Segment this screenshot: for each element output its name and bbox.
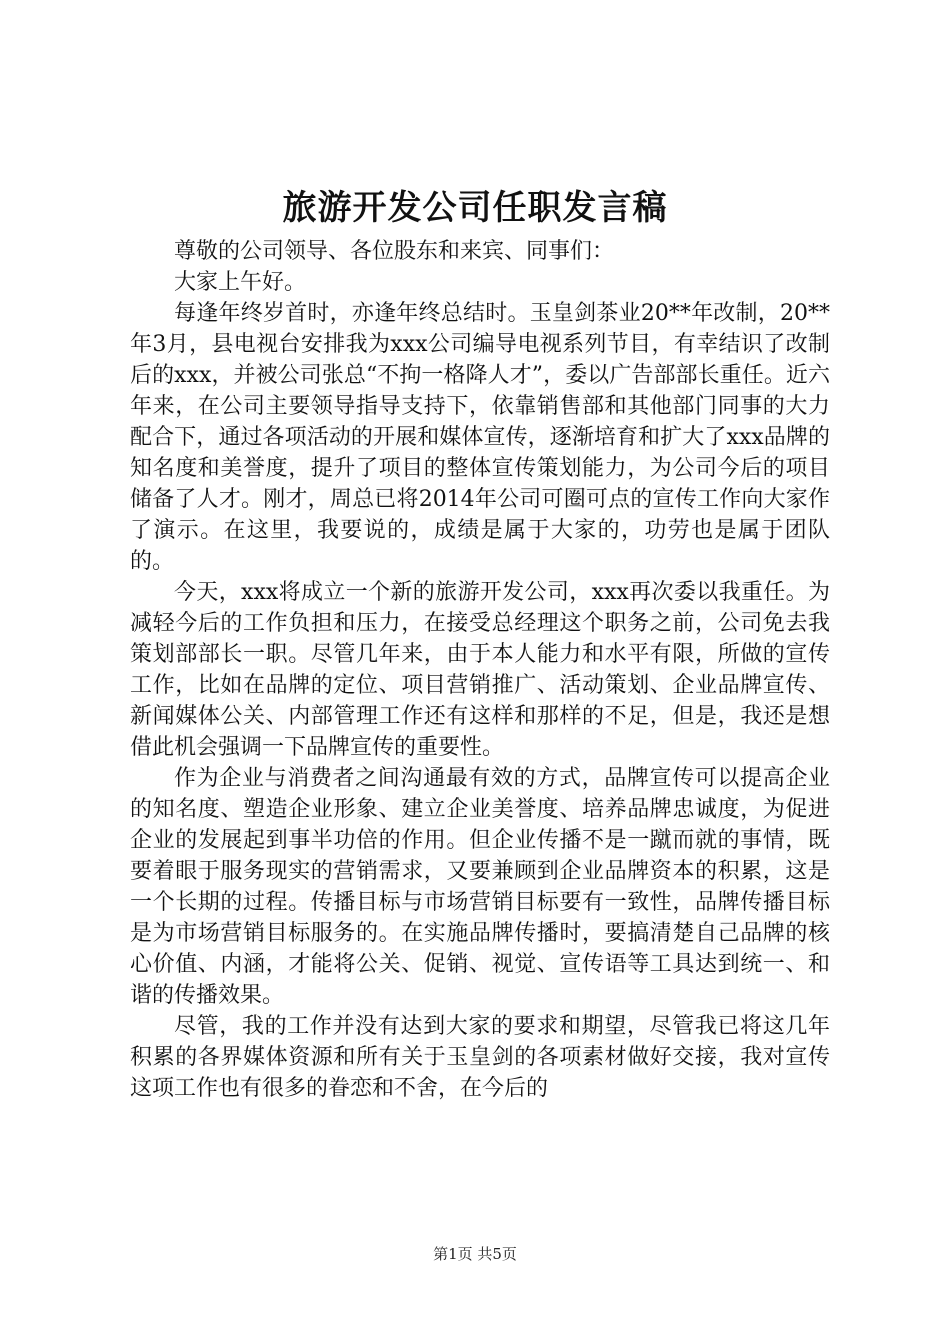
body-paragraph: 今天，xxx将成立一个新的旅游开发公司，xxx再次委以我重任。为减轻今后的工作负担和压力，在接受总经理这个职务之前，公司免去我策划部部长一职。尽管几年来，由于本人能力和水平有限，所做的宣传工作，比如在品牌的定位、项目营销推广、活动策划、企业品牌宣传、新闻媒体公关、内部管理工作还有这样和那样的不足，但是，我还是想借此机会强调一下品牌宣传的重要性。 — [130, 580, 830, 760]
document-body — [130, 236, 830, 1104]
body-paragraph: 作为企业与消费者之间沟通最有效的方式，品牌宣传可以提高企业的知名度、塑造企业形象、建立企业美誉度、培养品牌忠诚度，为促进企业的发展起到事半功倍的作用。但企业传播不是一蹴而就的事情，既要着眼于服务现实的营销需求，又要兼顾到企业品牌资本的积累，这是一个长期的过程。传播目标与市场营销目标要有一致性，品牌传播目标是为市场营销目标服务的。在实施品牌传播时，要搞清楚自己品牌的核心价值、内涵，才能将公关、促销、视觉、宣传语等工具达到统一、和谐的传播效果。 — [130, 766, 830, 1008]
document-title: 旅游开发公司任职发言稿 — [282, 188, 668, 228]
page-number-footer: 第1页 共5页 — [433, 1245, 517, 1263]
greeting-paragraph: 大家上午好。 — [174, 270, 307, 295]
salutation-paragraph: 尊敬的公司领导、各位股东和来宾、同事们： — [174, 239, 615, 264]
body-paragraph: 每逢年终岁首时，亦逢年终总结时。玉皇剑茶业20**年改制，20**年3月，县电视台安排我为xxx公司编导电视系列节目，有幸结识了改制后的xxx，并被公司张总“不拘一格降人才”，委以广告部部长重任。近六年来，在公司主要领导指导支持下，依靠销售部和其他部门同事的大力配合下，通过各项活动的开展和媒体宣传，逐渐培育和扩大了xxx品牌的知名度和美誉度，提升了项目的整体宣传策划能力，为公司今后的项目储备了人才。刚才，周总已将2014年公司可圈可点的宣传工作向大家作了演示。在这里，我要说的，成绩是属于大家的，功劳也是属于团队的。 — [130, 301, 830, 574]
body-paragraph: 尽管，我的工作并没有达到大家的要求和期望，尽管我已将这几年积累的各界媒体资源和所有关于玉皇剑的各项素材做好交接，我对宣传这项工作也有很多的眷恋和不舍，在今后的 — [130, 1014, 830, 1101]
